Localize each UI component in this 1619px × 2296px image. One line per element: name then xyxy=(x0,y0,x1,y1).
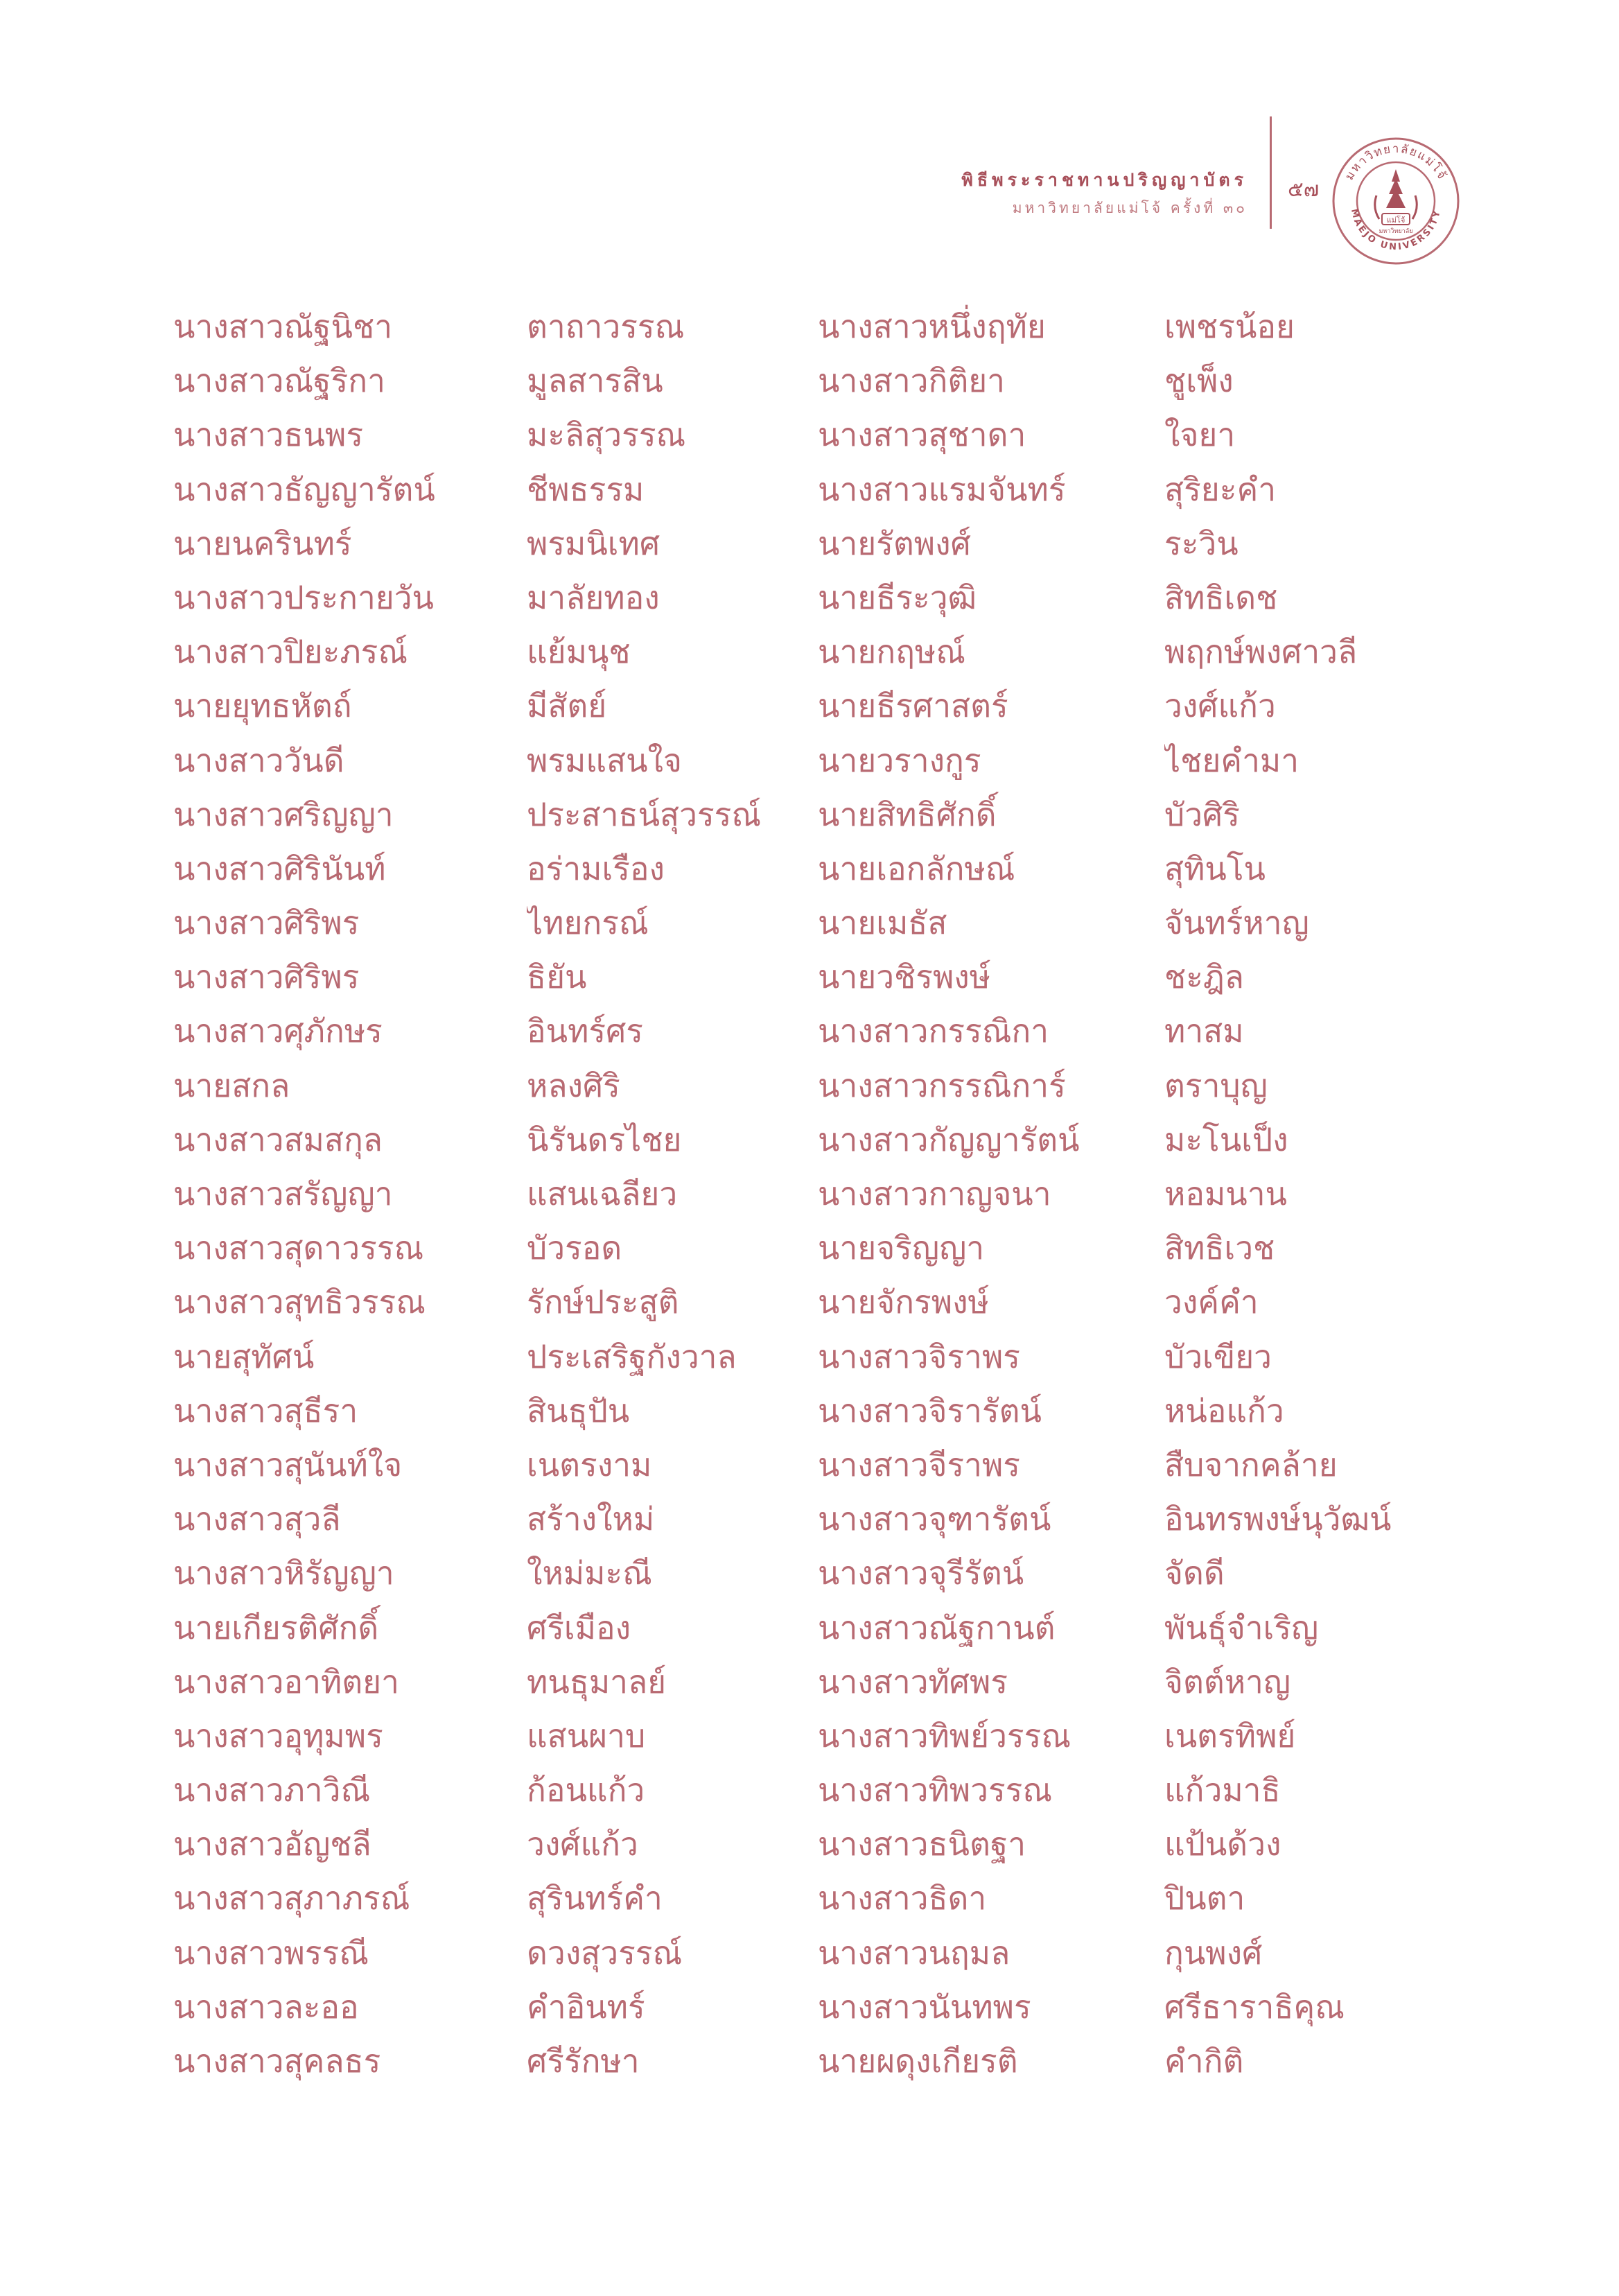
given-name: นางสาวธนพร xyxy=(173,416,364,454)
given-name: นางสาวจุฑารัตน์ xyxy=(818,1500,1051,1538)
given-name: นางสาวสุคลธร xyxy=(173,2042,381,2080)
surname: นิรันดรไชย xyxy=(527,1120,682,1158)
given-name: นางสาวสุทธิวรรณ xyxy=(173,1283,426,1321)
given-name: นางสาวปิยะภรณ์ xyxy=(173,633,408,671)
given-name: นางสาวณัฐนิชา xyxy=(173,308,393,345)
given-name: นางสาวธนิตฐา xyxy=(818,1825,1026,1863)
seal-text-top: มหาวิทยาลัยแม่โจ้ xyxy=(1342,141,1450,183)
given-name: นางสาวสุวลี xyxy=(173,1500,341,1538)
surname: มะลิสุวรรณ xyxy=(527,416,686,454)
surname: แป้นด้วง xyxy=(1164,1825,1281,1863)
header-divider xyxy=(1270,116,1272,229)
surname: ตาถาวรรณ xyxy=(527,308,685,345)
given-name-column-2 xyxy=(818,299,1144,2088)
given-name: นางสาวกาญจนา xyxy=(818,1175,1051,1212)
surname: พันธุ์จำเริญ xyxy=(1164,1608,1319,1646)
surname: หลงศิริ xyxy=(527,1066,620,1104)
given-name: นางสาวสุธีรา xyxy=(173,1391,358,1429)
surname: จันทร์หาญ xyxy=(1164,904,1309,942)
surname: ตราบุญ xyxy=(1164,1066,1268,1104)
given-name: นางสาววันดี xyxy=(173,741,344,779)
surname: พฤกษ์พงศาวลี xyxy=(1164,633,1358,671)
given-name: นางสาวนฤมล xyxy=(818,1933,1010,1972)
surname: บัวเขียว xyxy=(1164,1337,1272,1375)
surname: มาลัยทอง xyxy=(527,578,660,616)
given-name-column-1 xyxy=(173,299,499,2088)
given-name: นางสาวประกายวัน xyxy=(173,578,434,616)
given-name: นายเมธัส xyxy=(818,904,947,942)
surname: ธิยัน xyxy=(527,958,587,996)
given-name: นางสาวณัฐกานต์ xyxy=(818,1608,1056,1646)
surname: คำอินทร์ xyxy=(527,1988,645,2026)
given-name: นางสาวกรรณิกา xyxy=(818,1012,1049,1050)
surname: อินทรพงษ์นุวัฒน์ xyxy=(1164,1500,1392,1538)
surname: วงศ์แก้ว xyxy=(1164,687,1276,725)
surname: บัวรอด xyxy=(527,1229,622,1267)
given-name: นายสกล xyxy=(173,1066,290,1104)
surname: พรมนิเทศ xyxy=(527,524,660,562)
given-name: นางสาวหนึ่งฤทัย xyxy=(818,308,1046,345)
page-number: ๕๗ xyxy=(1288,177,1320,202)
surname: สิทธิเดช xyxy=(1164,578,1278,616)
surname: ไชยคำมา xyxy=(1164,741,1299,779)
surname: ก้อนแก้ว xyxy=(527,1771,645,1809)
surname: ศรีเมือง xyxy=(527,1608,631,1646)
surname: ไทยกรณ์ xyxy=(527,904,649,942)
given-name: นายวรางกูร xyxy=(818,741,981,779)
surname: ระวิน xyxy=(1164,524,1239,562)
given-name: นางสาวอัญชลี xyxy=(173,1825,371,1863)
surname: บัวศิริ xyxy=(1164,795,1240,833)
ceremony-title: พิธีพระราชทานปริญญาบัตร xyxy=(961,170,1248,190)
surname: สินธุปัน xyxy=(527,1391,630,1429)
surname: ดวงสุวรรณ์ xyxy=(527,1933,683,1972)
given-name: นางสาวสุชาดา xyxy=(818,416,1026,454)
given-name: นางสาวสุนันท์ใจ xyxy=(173,1445,403,1484)
surname: อินทร์ศร xyxy=(527,1012,644,1050)
given-name: นางสาวสรัญญา xyxy=(173,1175,393,1212)
ceremony-subtitle: มหาวิทยาลัยแม่โจ้ ครั้งที่ ๓๐ xyxy=(1012,200,1248,216)
surname: จิตต์หาญ xyxy=(1164,1662,1291,1701)
given-name: นางสาวภาวิณี xyxy=(173,1771,371,1809)
surname-column-1 xyxy=(527,299,825,2088)
given-name: นางสาวนันทพร xyxy=(818,1988,1031,2026)
surname: วงศ์แก้ว xyxy=(527,1825,638,1863)
given-name: นายสุทัศน์ xyxy=(173,1337,315,1375)
surname: มะโนเป็ง xyxy=(1164,1120,1288,1158)
given-name: นางสาวอุทุมพร xyxy=(173,1716,383,1755)
surname: สืบจากคล้าย xyxy=(1164,1445,1338,1484)
seal-center-text: แม่โจ้ xyxy=(1386,216,1406,225)
given-name: นางสาวหิรัญญา xyxy=(173,1554,394,1592)
given-name: นายเอกลักษณ์ xyxy=(818,849,1015,887)
surname: สุทินโน xyxy=(1164,849,1266,887)
surname-column-2 xyxy=(1164,299,1455,2088)
given-name: นายจริญญา xyxy=(818,1229,985,1267)
surname: พรมแสนใจ xyxy=(527,741,682,779)
given-name: นางสาวธัญญารัตน์ xyxy=(173,470,435,508)
surname: ชูเพ็ง xyxy=(1164,362,1234,400)
surname: กุนพงศ์ xyxy=(1164,1933,1263,1972)
surname: สิทธิเวช xyxy=(1164,1229,1275,1267)
given-name: นางสาวแรมจันทร์ xyxy=(818,470,1066,508)
given-name: นายจักรพงษ์ xyxy=(818,1283,989,1321)
graduate-name-list xyxy=(173,299,1435,2102)
given-name: นายกฤษณ์ xyxy=(818,633,965,671)
surname: เนตรงาม xyxy=(527,1445,652,1484)
surname: ปินตา xyxy=(1164,1879,1245,1917)
given-name: นางสาวธิดา xyxy=(818,1879,987,1917)
seal-text-bottom: MAEJO UNIVERSITY xyxy=(1348,207,1443,253)
surname: สุริยะคำ xyxy=(1164,470,1277,508)
given-name: นางสาวจิราพร xyxy=(818,1337,1020,1375)
surname: มีสัตย์ xyxy=(527,687,607,725)
surname: ทาสม xyxy=(1164,1012,1244,1050)
surname: มูลสารสิน xyxy=(527,362,663,400)
given-name: นางสาวทิพวรรณ xyxy=(818,1771,1053,1809)
surname: คำกิติ xyxy=(1164,2042,1244,2080)
given-name: นางสาวทัศพร xyxy=(818,1662,1008,1701)
given-name: นายผดุงเกียรติ xyxy=(818,2042,1018,2080)
surname: แย้มนุช xyxy=(527,633,631,671)
university-seal-icon xyxy=(1331,136,1461,266)
surname: แก้วมาธิ xyxy=(1164,1771,1281,1809)
given-name: นางสาวจีราพร xyxy=(818,1445,1020,1484)
given-name: นายนครินทร์ xyxy=(173,524,352,562)
given-name: นางสาวอาทิตยา xyxy=(173,1662,399,1701)
given-name: นางสาวทิพย์วรรณ xyxy=(818,1716,1071,1755)
given-name: นางสาวพรรณี xyxy=(173,1933,369,1972)
given-name: นางสาวสุดาวรรณ xyxy=(173,1229,424,1267)
surname: ใจยา xyxy=(1164,416,1236,454)
given-name: นางสาวศิริพร xyxy=(173,958,360,996)
surname: แสนเฉลียว xyxy=(527,1175,678,1212)
surname: ศรีรักษา xyxy=(527,2042,640,2080)
given-name: นายเกียรติศักดิ์ xyxy=(173,1608,379,1646)
given-name: นางสาวจุรีรัตน์ xyxy=(818,1554,1024,1592)
given-name: นายธีรศาสตร์ xyxy=(818,687,1008,725)
page-header xyxy=(832,166,1248,220)
surname: ชะฎิล xyxy=(1164,958,1244,996)
given-name: นางสาวณัฐริกา xyxy=(173,362,385,400)
given-name: นายธีระวุฒิ xyxy=(818,578,977,616)
given-name: นางสาวศุภักษร xyxy=(173,1012,383,1050)
given-name: นางสาวศิรินันท์ xyxy=(173,849,386,887)
surname: จัดดี xyxy=(1164,1554,1225,1592)
surname: ชีพธรรม xyxy=(527,470,645,508)
given-name: นายวชิรพงษ์ xyxy=(818,958,991,996)
surname: แสนผาบ xyxy=(527,1716,646,1755)
surname: รักษ์ประสูติ xyxy=(527,1283,679,1321)
surname: วงค์คำ xyxy=(1164,1283,1259,1321)
given-name: นางสาวสมสกุล xyxy=(173,1120,383,1158)
given-name: นายยุทธหัตถ์ xyxy=(173,687,352,725)
given-name: นางสาวศริญญา xyxy=(173,795,394,833)
surname: ประสาธน์สุวรรณ์ xyxy=(527,795,762,833)
surname: เพชรน้อย xyxy=(1164,308,1295,345)
seal-center-text2: มหาวิทยาลัย xyxy=(1379,228,1413,235)
given-name: นางสาวกัญญารัตน์ xyxy=(818,1120,1080,1158)
surname: ทนธุมาลย์ xyxy=(527,1662,667,1701)
given-name: นางสาวศิริพร xyxy=(173,904,360,942)
surname: ใหม่มะณี xyxy=(527,1554,652,1592)
given-name: นายรัตพงศ์ xyxy=(818,524,971,562)
surname: หอมนาน xyxy=(1164,1175,1287,1212)
given-name: นางสาวจิรารัตน์ xyxy=(818,1391,1042,1429)
surname: อร่ามเรือง xyxy=(527,849,665,887)
given-name: นางสาวละออ xyxy=(173,1988,359,2026)
surname: สร้างใหม่ xyxy=(527,1500,655,1538)
surname: หน่อแก้ว xyxy=(1164,1391,1284,1429)
surname: ประเสริฐกังวาล xyxy=(527,1337,737,1375)
surname: เนตรทิพย์ xyxy=(1164,1716,1296,1755)
surname: ศรีธาราธิคุณ xyxy=(1164,1988,1345,2026)
surname: สุรินทร์คำ xyxy=(527,1879,663,1917)
given-name: นางสาวสุภาภรณ์ xyxy=(173,1879,410,1917)
given-name: นางสาวกรรณิการ์ xyxy=(818,1066,1066,1104)
given-name: นายสิทธิศักดิ์ xyxy=(818,795,997,833)
given-name: นางสาวกิติยา xyxy=(818,362,1005,400)
